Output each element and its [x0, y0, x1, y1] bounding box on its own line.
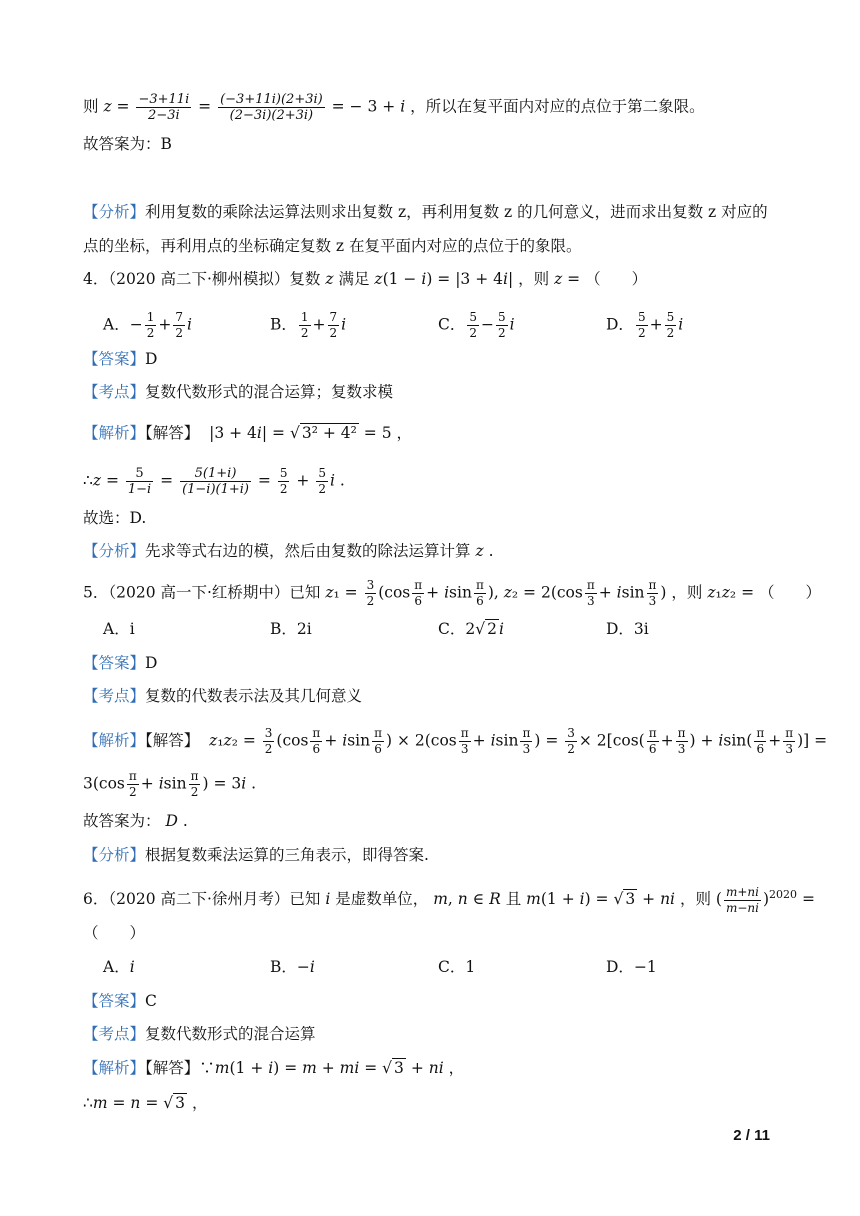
label: C． — [438, 620, 466, 638]
q5-solution-1: 【解析】【解答】 z₁z₂ = $\frac{3}{2}$ (cos $\frac{\pi}{6}$ + isin $\frac{\pi}{6}$ ) × 2(cos $\frac{\pi}{3}$ + isin $\frac{\pi}{3}$ ) = $\frac{3}{2}$ × 2[cos( $\frac{\pi}{6}$ + $\frac{\pi}{3}$ ) + isin( $\frac{\pi}{6}$ + $\frac{\pi}{3}$ )] = — [83, 726, 828, 756]
q6-stem: 6．（2020 高二下·徐州月考）已知 i 是虚数单位， m, n ∈ R 且 m(1 + i) = √ 3 + ni ，则 ( $\frac{m+ni}{m-ni}$ )$^{2020}$ = — [83, 884, 815, 915]
text: （ ） — [585, 270, 648, 288]
point-text: 复数代数形式的混合运算 — [145, 1025, 316, 1043]
q4-answer — [83, 348, 157, 370]
q6-point — [83, 1023, 316, 1045]
solution-tag: 【解析】 — [83, 1059, 146, 1077]
text: 且 — [505, 890, 522, 909]
equation-line-1: 则 z = $\frac{-3+11i}{2-3i}$ = $\frac{(-3+11i)(2+3i)}{(2-3i)(2+3i)}$ = − 3 + i ，所以在复平面内对应的点位于第二象限。 — [83, 92, 705, 123]
q4-option-d[interactable]: D． $\frac{5}{2}$ + $\frac{5}{2}$ i — [606, 310, 684, 340]
q5-answer — [83, 652, 157, 674]
page-number: 2 / 11 — [733, 1127, 770, 1144]
analysis-text: 先求等式右边的模，然后由复数的除法运算计算 — [145, 542, 471, 560]
label: B． — [270, 315, 297, 334]
q4-option-a[interactable]: A．− $\frac{1}{2}$ + $\frac{7}{2}$ i — [103, 310, 192, 340]
label: C． — [438, 315, 466, 334]
label: D． — [606, 315, 634, 334]
text: 故答案为： — [83, 812, 161, 830]
q5-analysis — [83, 844, 429, 866]
q4-solution-2: ∴z = $\frac{5}{1-i}$ = $\frac{5(1+i)}{(1-i)(1+i)}$ = $\frac{5}{2}$ + $\frac{5}{2}$ i . — [83, 466, 345, 497]
text: 是虚数单位， — [335, 890, 429, 909]
analysis-tag: 【分析】 — [83, 542, 146, 560]
label: D． — [606, 958, 634, 976]
solution-sub-tag: 【解答】 — [145, 731, 200, 750]
q5-option-a[interactable]: A．i — [103, 620, 135, 638]
text: ，则 — [518, 270, 550, 288]
answer-tag: 【答案】 — [83, 350, 146, 368]
q4-analysis: 【分析】先求等式右边的模，然后由复数的除法运算计算 z . — [83, 542, 494, 560]
text: 则 — [83, 97, 99, 116]
q4-choose: 故选：D. — [83, 509, 147, 527]
q6-answer — [83, 990, 157, 1012]
answer-value: D — [145, 654, 158, 672]
q4-option-b[interactable]: B． $\frac{1}{2}$ + $\frac{7}{2}$ i — [270, 310, 347, 340]
analysis-3-line-2: 点的坐标，再利用点的坐标确定复数 z 在复平面内对应的点位于的象限。 — [83, 237, 582, 255]
q4-option-c[interactable]: C． $\frac{5}{2}$ − $\frac{5}{2}$ i — [438, 310, 515, 340]
q6-paren: （ ） — [83, 924, 146, 942]
point-tag: 【考点】 — [83, 383, 146, 401]
text: 4．（2020 高二下·柳州模拟）复数 — [83, 270, 321, 288]
q5-solution-2: 3(cos $\frac{\pi}{2}$ + isin $\frac{\pi}{2}$ ) = 3i . — [83, 769, 257, 799]
answer-value: D — [145, 350, 158, 368]
analysis-tag: 【分析】 — [83, 846, 146, 864]
answer-tag: 【答案】 — [83, 654, 146, 672]
q5-option-c[interactable]: C．2√ 2 i — [438, 620, 504, 638]
point-text: 复数的代数表示法及其几何意义 — [145, 687, 363, 705]
answer-value: C — [145, 992, 157, 1010]
text: ，则 — [679, 890, 711, 909]
text: ，所以在复平面内对应的点位于第二象限。 — [410, 97, 705, 116]
answer-tag: 【答案】 — [83, 992, 146, 1010]
text: 6．（2020 高二下·徐州月考）已知 — [83, 890, 321, 909]
text: 满足 — [338, 270, 370, 288]
text: 利用复数的乘除法运算法则求出复数 z，再利用复数 z 的几何意义，进而求出复数 z 对应的 — [145, 203, 768, 221]
solution-sub-tag: 【解答】 — [145, 424, 200, 442]
q4-point — [83, 381, 393, 403]
label: A． — [103, 958, 130, 976]
label: A． — [103, 315, 130, 334]
analysis-text: 根据复数乘法运算的三角表示，即得答案. — [145, 846, 429, 864]
solution-tag: 【解析】 — [83, 424, 146, 442]
q6-option-b[interactable]: B．−i — [270, 958, 315, 976]
solution-sub-tag: 【解答】 — [145, 1059, 200, 1077]
text: ，则 — [671, 583, 703, 602]
q5-final: 故答案为： D . — [83, 812, 188, 830]
q6-solution-1: 【解析】【解答】∵m(1 + i) = m + mi = √ 3 + ni ， — [83, 1059, 465, 1077]
q4-solution-1: 【解析】【解答】 |3 + 4i| = √ 3² + 4² = 5 ， — [83, 424, 412, 442]
analysis-tag: 【分析】 — [83, 203, 146, 221]
point-tag: 【考点】 — [83, 687, 146, 705]
q5-option-d[interactable]: D．3i — [606, 620, 649, 638]
analysis-3-line-1 — [83, 201, 768, 223]
q6-solution-2: ∴m = n = √ 3 ， — [83, 1094, 208, 1112]
q6-option-a[interactable]: A．i — [103, 958, 135, 976]
answer-line: 故答案为：B — [83, 135, 172, 153]
q4-stem: 4．（2020 高二下·柳州模拟）复数 z 满足 z(1 − i) = |3 + 4i| ，则 z = （ ） — [83, 270, 648, 288]
text: （ ） — [758, 583, 821, 602]
q6-option-d[interactable]: D．−1 — [606, 958, 657, 976]
solution-tag: 【解析】 — [83, 731, 146, 750]
q5-stem: 5．（2020 高一下·红桥期中）已知 z₁ = $\frac{3}{2}$ (cos $\frac{\pi}{6}$ + isin $\frac{\pi}{6}$ ), z₂ = 2(cos $\frac{\pi}{3}$ + isin $\frac{\pi}{3}$ ) ，则 z₁z₂ = （ ） — [83, 578, 821, 608]
q6-option-c[interactable]: C．1 — [438, 958, 476, 976]
q5-option-b[interactable]: B．2i — [270, 620, 312, 638]
point-text: 复数代数形式的混合运算；复数求模 — [145, 383, 394, 401]
point-tag: 【考点】 — [83, 1025, 146, 1043]
label: B． — [270, 958, 297, 976]
q5-point — [83, 685, 362, 707]
text: 5．（2020 高一下·红桥期中）已知 — [83, 583, 321, 602]
